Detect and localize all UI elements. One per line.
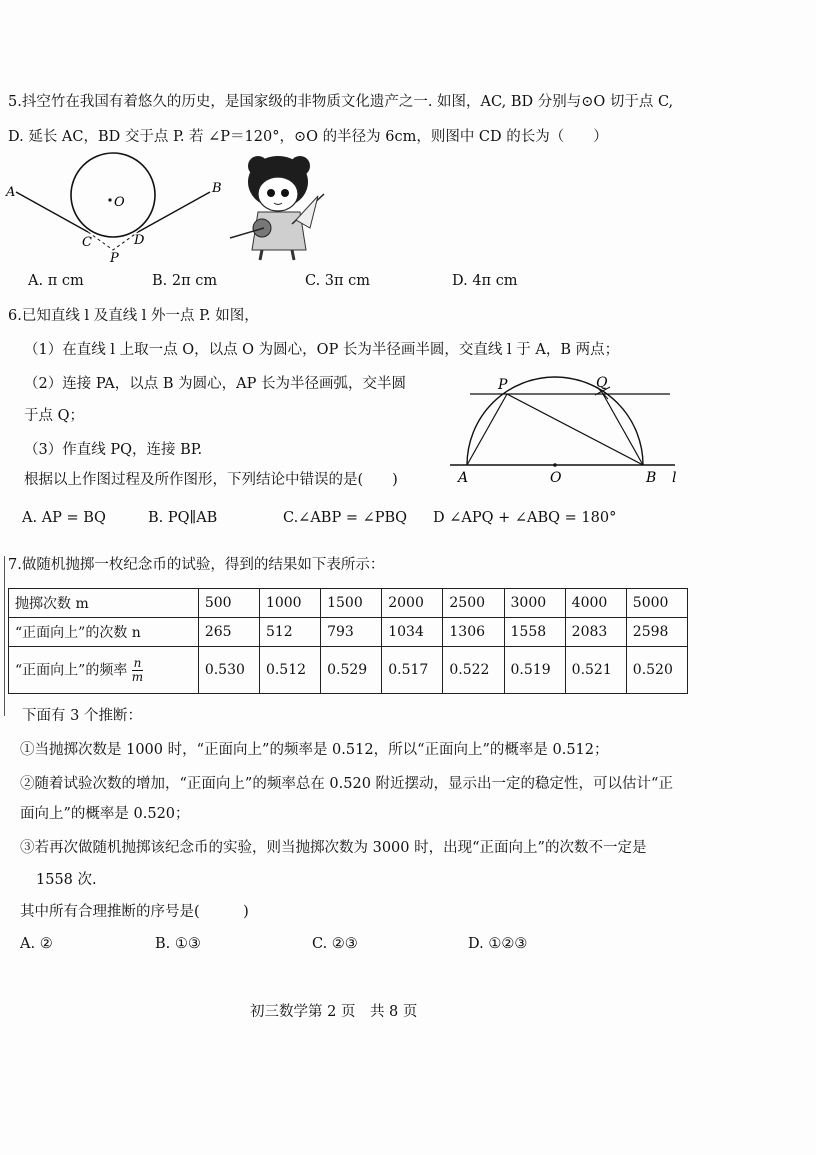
q5-option-b: B. 2π cm (152, 273, 218, 289)
q6-option-b: B. PQ∥AB (148, 510, 218, 526)
scan-margin-mark (4, 556, 5, 716)
q6-question: 根据以上作图过程及所作图形，下列结论中错误的是( ) (24, 472, 398, 488)
q6-label-l: l (672, 470, 677, 486)
q6-step-2b: 于点 Q； (24, 408, 84, 424)
table-cell: 512 (259, 618, 320, 647)
q7-statement-3a: ③若再次做随机抛掷该纪念币的实验，则当抛掷次数为 3000 时，出现“正面向上”的次数不一定是 (20, 840, 647, 856)
row-label-text: “正面向上”的频率 (15, 662, 128, 678)
q7-statement-1: ①当抛掷次数是 1000 时，“正面向上”的频率是 0.512，所以“正面向上”的概率是 0.512； (20, 742, 609, 758)
q6-option-c: C.∠ABP = ∠PBQ (283, 510, 408, 526)
table-cell: 0.521 (565, 647, 626, 694)
table-cell: 265 (198, 618, 259, 647)
q7-option-d: D. ①②③ (468, 936, 528, 952)
q7-statement-2a: ②随着试验次数的增加，“正面向上”的频率总在 0.520 附近摆动，显示出一定的稳定性，可以估计“正 (20, 776, 673, 792)
fraction-denominator: m (131, 669, 144, 684)
q7-question: 其中所有合理推断的序号是( ) (20, 904, 249, 920)
q6-label-o: O (550, 470, 562, 486)
table-cell: 0.517 (382, 647, 443, 694)
q5-label-d: D (134, 233, 145, 248)
q5-label-b: B (212, 181, 222, 196)
table-cell: 2598 (626, 618, 687, 647)
q6-label-p: P (498, 377, 508, 393)
q7-statement-2b: 面向上”的概率是 0.520； (20, 806, 190, 822)
table-cell: 1558 (504, 618, 565, 647)
table-cell: 1000 (259, 589, 320, 618)
row-label-heads-frequency (9, 647, 199, 694)
q5-option-c: C. 3π cm (305, 273, 371, 289)
table-cell: 2500 (443, 589, 504, 618)
q7-option-a: A. ② (20, 936, 53, 952)
q7-option-c: C. ②③ (312, 936, 358, 952)
q5-tangent-figure (0, 150, 230, 270)
q5-label-a: A (6, 185, 16, 200)
table-row (9, 618, 688, 647)
table-cell: 5000 (626, 589, 687, 618)
table-cell: 0.530 (198, 647, 259, 694)
q7-lead: 下面有 3 个推断： (22, 708, 142, 724)
q5-label-c: C (82, 235, 92, 250)
table-cell: 3000 (504, 589, 565, 618)
table-cell: 0.522 (443, 647, 504, 694)
q6-label-b: B (646, 470, 657, 486)
q6-line-1: 6.已知直线 l 及直线 l 外一点 P. 如图， (8, 308, 259, 324)
table-row (9, 589, 688, 618)
table-cell: 0.512 (259, 647, 320, 694)
q6-label-a: A (458, 470, 469, 486)
q5-label-o: O (114, 195, 125, 210)
table-cell: 1306 (443, 618, 504, 647)
q5-line-1: 5.抖空竹在我国有着悠久的历史，是国家级的非物质文化遗产之一. 如图，AC, BD 分别与⊙O 切于点 C, (8, 94, 674, 110)
q6-option-d: D ∠APQ + ∠ABQ = 180° (433, 510, 617, 526)
q5-line-2: D. 延长 AC，BD 交于点 P. 若 ∠P＝120°，⊙O 的半径为 6cm，则图中 CD 的长为（ ） (8, 129, 608, 145)
row-label-throws: 抛掷次数 m (9, 589, 199, 618)
fraction-numerator: n (133, 655, 142, 670)
page-footer: 初三数学第 2 页 共 8 页 (250, 1004, 418, 1020)
table-cell: 0.520 (626, 647, 687, 694)
q6-step-1: （1）在直线 l 上取一点 O，以点 O 为圆心，OP 长为半径画半圆，交直线 l 于 A，B 两点； (24, 342, 620, 358)
q6-step-3: （3）作直线 PQ，连接 BP. (24, 442, 203, 458)
q7-option-b: B. ①③ (155, 936, 201, 952)
table-cell: 4000 (565, 589, 626, 618)
table-cell: 2000 (382, 589, 443, 618)
row-label-heads-count: “正面向上”的次数 n (9, 618, 199, 647)
table-cell: 0.519 (504, 647, 565, 694)
q6-step-2a: （2）连接 PA，以点 B 为圆心，AP 长为半径画弧，交半圆 (24, 376, 406, 392)
q5-label-p: P (110, 251, 119, 266)
kongzhu-girl-illustration (222, 150, 334, 265)
q6-option-a: A. AP = BQ (22, 510, 106, 526)
q5-option-d: D. 4π cm (452, 273, 518, 289)
fraction-n-over-m (132, 657, 143, 684)
table-cell: 0.529 (321, 647, 382, 694)
q7-intro: 7.做随机抛掷一枚纪念币的试验，得到的结果如下表所示： (8, 557, 385, 573)
table-cell: 1034 (382, 618, 443, 647)
table-cell: 500 (198, 589, 259, 618)
q7-frequency-table (8, 588, 688, 694)
q6-semicircle-figure (440, 365, 690, 490)
table-row (9, 647, 688, 694)
table-cell: 2083 (565, 618, 626, 647)
q7-statement-3b: 1558 次. (36, 872, 97, 888)
table-cell: 1500 (321, 589, 382, 618)
table-cell: 793 (321, 618, 382, 647)
q5-option-a: A. π cm (28, 273, 84, 289)
q6-label-q: Q (596, 375, 608, 391)
